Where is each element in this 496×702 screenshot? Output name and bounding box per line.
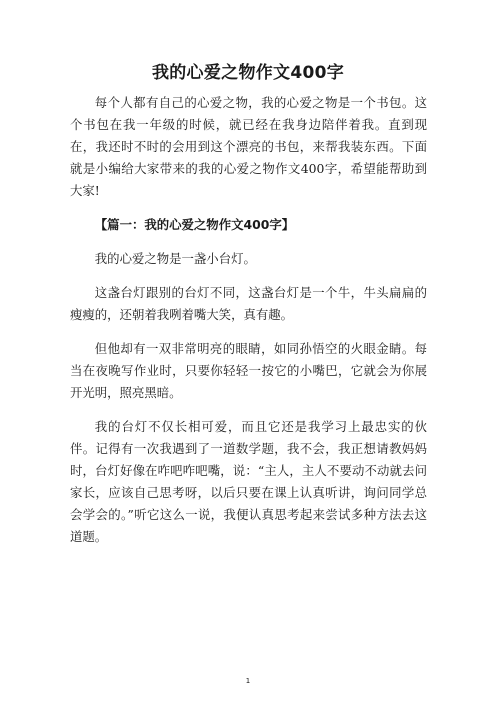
body-paragraph-3: 但他却有一双非常明亮的眼睛，如同孙悟空的火眼金睛。每当在夜晚写作业时，只要你轻轻一按它的小嘴巴，它就会为你展开光明，照亮黑暗。: [70, 341, 427, 400]
intro-paragraph: 每个人都有自己的心爱之物，我的心爱之物是一个书包。这个书包在我一年级的时候，就已经在我身边陪伴着我。直到现在，我还时不时的会用到这个漂亮的书包，来帮我装东西。下面就是小编给大家带来的我的心爱之物作文400字，希望能帮助到大家!: [70, 95, 427, 198]
section-heading: 【篇一：我的心爱之物作文400字】: [94, 217, 295, 232]
document-title: 我的心爱之物作文400字: [151, 63, 345, 83]
page-number: 1: [245, 677, 251, 685]
body-paragraph-1: 我的心爱之物是一盏小台灯。: [94, 251, 256, 266]
document-body: [70, 92, 427, 560]
body-paragraph-2: 这盏台灯跟别的台灯不同，这盏台灯是一个牛，牛头扁扁的瘦瘦的，还朝着我咧着嘴大笑，真有趣。: [70, 285, 427, 322]
body-paragraph-4: 我的台灯不仅长相可爱，而且它还是我学习上最忠实的伙伴。记得有一次我遇到了一道数学题，我不会，我正想请教妈妈时，台灯好像在咋吧咋吧嘴，说：“主人，主人不要动不动就去问家长，应该自己思考呀，以后只要在课上认真听讲，询问同学总会学会的。”听它这么一说，我便认真思考起来尝试多种方法去这道题。: [70, 419, 427, 544]
